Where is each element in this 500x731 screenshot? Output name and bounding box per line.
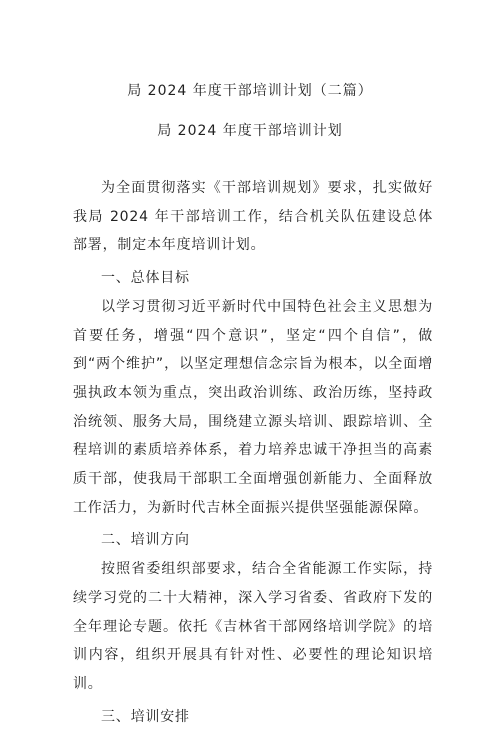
section-text-goals: 以学习贯彻习近平新时代中国特色社会主义思想为首要任务，增强“四个意识”，坚定“四个自信”，做到“两个维护”，以坚定理想信念宗旨为根本，以全面增强执政本领为重点，突出政治训练、政治历练，坚持政治统领、服务大局，围绕建立源头培训、跟踪培训、全程培训的素质培养体系，着力培养忠诚干净担当的高素质干部，使我局干部职工全面增强创新能力、全面释放工作活力，为新时代吉林全面振兴提供坚强能源保障。 (73, 298, 433, 516)
intro-paragraph: 为全面贯彻落实《干部培训规划》要求，扎实做好我局 2024 年干部培训工作，结合机关队伍建设总体部署，制定本年度培训计划。 (73, 180, 433, 254)
document-body (73, 174, 433, 731)
section-heading-direction: 二、培训方向 (101, 532, 190, 549)
section-heading-arrangement: 三、培训安排 (101, 708, 190, 725)
section-heading-goals: 一、总体目标 (101, 270, 190, 287)
document-subtitle: 局 2024 年度干部培训计划 (157, 123, 343, 139)
section-text-direction: 按照省委组织部要求，结合全省能源工作实际，持续学习党的二十大精神，深入学习省委、省政府下发的全年理论专题。依托《吉林省干部网络培训学院》的培训内容，组织开展具有针对性、必要性的理论知识培训。 (73, 561, 433, 692)
document-title: 局 2024 年度干部培训计划（二篇） (127, 83, 373, 99)
